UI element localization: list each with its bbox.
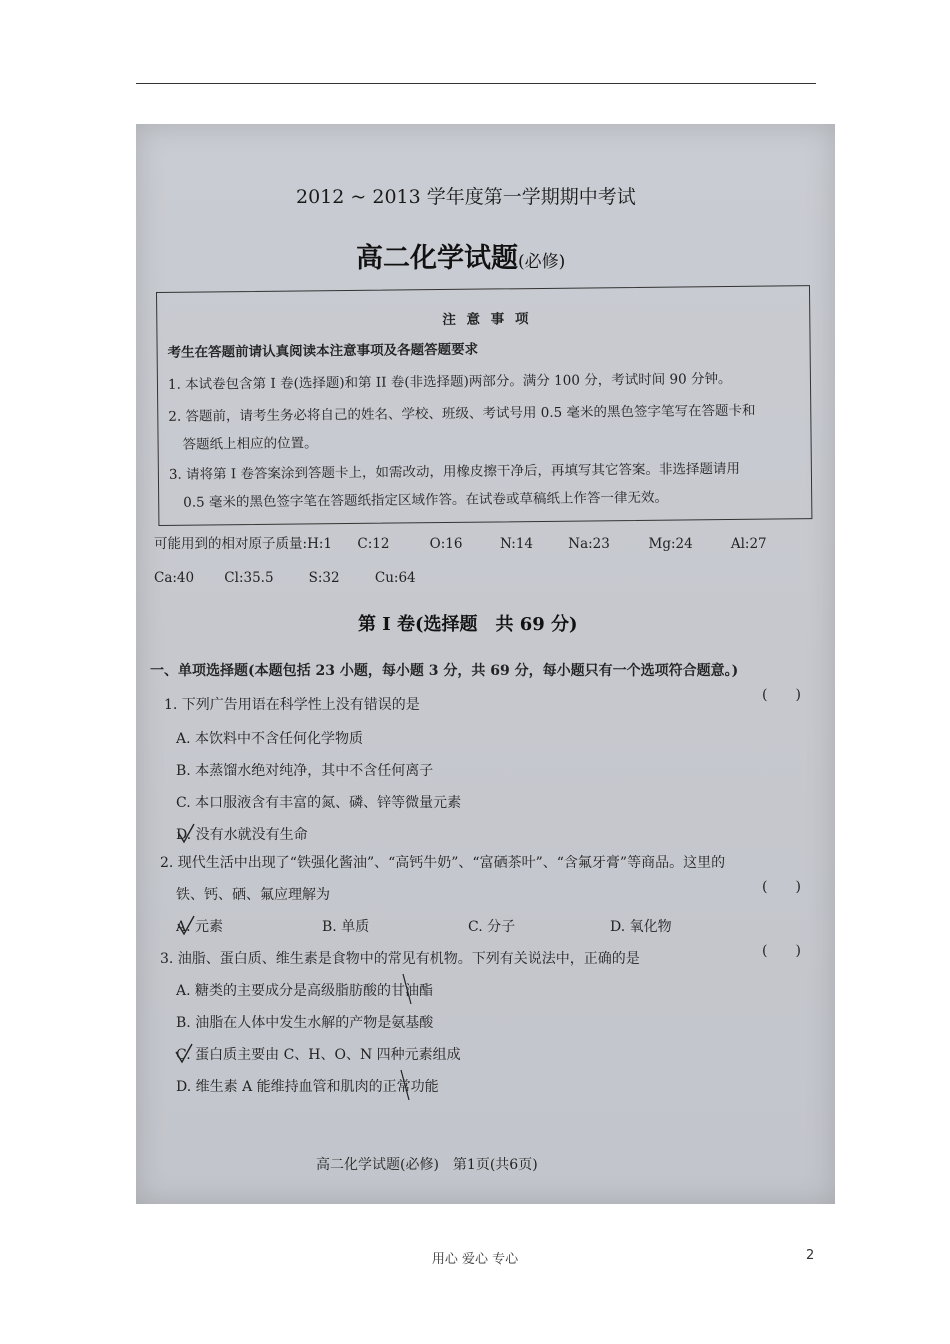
- inner-page-footer: 高二化学试题(必修) 第1页(共6页): [316, 1157, 538, 1173]
- check-mark-icon: [176, 822, 196, 844]
- atomic-mass: Na:23: [568, 536, 610, 552]
- q2-option-b: B. 单质: [322, 919, 370, 935]
- atomic-mass: Al:27: [730, 536, 767, 552]
- q2-option-a: A. 元素: [176, 919, 224, 935]
- q3-option-a: A. 糖类的主要成分是高级脂肪酸的甘油酯: [176, 983, 434, 999]
- q2-answer-bracket: ( ): [762, 879, 801, 895]
- notice-item-2: 2. 答题前，请考生务必将自己的姓名、学校、班级、考试号用 0.5 毫米的黑色签字笔写在答题卡和: [168, 402, 756, 425]
- q3-option-d: D. 维生素 A 能维持血管和肌肉的正常功能: [176, 1079, 439, 1095]
- check-mark-icon: [174, 1042, 194, 1064]
- q2-option-d: D. 氧化物: [610, 919, 672, 935]
- q2-stem: 2. 现代生活中出现了“铁强化酱油”、“高钙牛奶”、“富硒茶叶”、“含氟牙膏”等商品。这里的: [160, 855, 726, 871]
- atomic-mass-line-1: [154, 532, 767, 552]
- notice-box: [156, 285, 812, 526]
- notice-item-1: 1. 本试卷包含第 I 卷(选择题)和第 II 卷(非选择题)两部分。满分 100 分，考试时间 90 分钟。: [167, 370, 732, 393]
- pen-stroke-icon: [398, 1068, 412, 1102]
- notice-item-2-cont: 答题纸上相应的位置。: [182, 435, 318, 453]
- main-title-text: 高二化学试题: [356, 243, 518, 274]
- atomic-mass-label: 可能用到的相对原子质量:: [154, 536, 308, 552]
- q3-answer-bracket: ( ): [762, 943, 801, 959]
- notice-item-3: 3. 请将第 I 卷答案涂到答题卡上，如需改动，用橡皮擦干净后，再填写其它答案。非选择题请用: [168, 460, 741, 483]
- atomic-mass: N:14: [499, 536, 534, 552]
- q1-option-c: C. 本口服液含有丰富的氮、磷、锌等微量元素: [176, 795, 462, 811]
- q2-stem-cont: 铁、钙、硒、氟应理解为: [176, 887, 330, 903]
- check-mark-icon: [176, 914, 196, 936]
- part-heading: 一、单项选择题(本题包括 23 小题，每小题 3 分，共 69 分，每小题只有一个选项符合题意。): [150, 663, 739, 679]
- atomic-mass: Mg:24: [648, 536, 693, 552]
- scanned-exam-photo: [136, 124, 835, 1204]
- pen-stroke-icon: [400, 972, 414, 1006]
- q3-option-b: B. 油脂在人体中发生水解的产物是氨基酸: [176, 1015, 434, 1031]
- atomic-mass: Cu:64: [374, 570, 416, 586]
- atomic-mass: O:16: [429, 536, 463, 552]
- page-footer: 用心 爱心 专心: [431, 1252, 519, 1267]
- page-number: 2: [806, 1248, 815, 1263]
- header-rule: [136, 83, 816, 84]
- atomic-mass: C:12: [357, 536, 390, 552]
- notice-intro: 考生在答题前请认真阅读本注意事项及各题答题要求: [167, 341, 479, 361]
- atomic-mass: H:1: [307, 536, 332, 552]
- atomic-mass: Ca:40: [154, 570, 195, 586]
- atomic-mass: Cl:35.5: [224, 570, 274, 586]
- q1-answer-bracket: ( ): [762, 687, 801, 703]
- exam-title: 2012 ~ 2013 学年度第一学期期中考试: [296, 186, 636, 208]
- main-title: [356, 236, 565, 275]
- q2-option-c: C. 分子: [468, 919, 516, 935]
- q3-stem: 3. 油脂、蛋白质、维生素是食物中的常见有机物。下列有关说法中，正确的是: [160, 951, 640, 967]
- notice-heading: 注 意 事 项: [442, 311, 532, 329]
- atomic-mass-line-2: [154, 570, 416, 586]
- atomic-mass: S:32: [308, 570, 340, 586]
- notice-item-3-cont: 0.5 毫米的黑色签字笔在答题纸指定区域作答。在试卷或草稿纸上作答一律无效。: [183, 489, 669, 511]
- q1-stem: 1. 下列广告用语在科学性上没有错误的是: [164, 697, 420, 713]
- q1-option-a: A. 本饮料中不含任何化学物质: [176, 731, 364, 747]
- main-title-suffix: (必修): [518, 252, 566, 272]
- q3-option-c: C. 蛋白质主要由 C、H、O、N 四种元素组成: [176, 1047, 461, 1063]
- section-title: 第 I 卷(选择题 共 69 分): [358, 614, 578, 635]
- q1-option-d: D. 没有水就没有生命: [176, 827, 308, 843]
- q1-option-b: B. 本蒸馏水绝对纯净，其中不含任何离子: [176, 763, 434, 779]
